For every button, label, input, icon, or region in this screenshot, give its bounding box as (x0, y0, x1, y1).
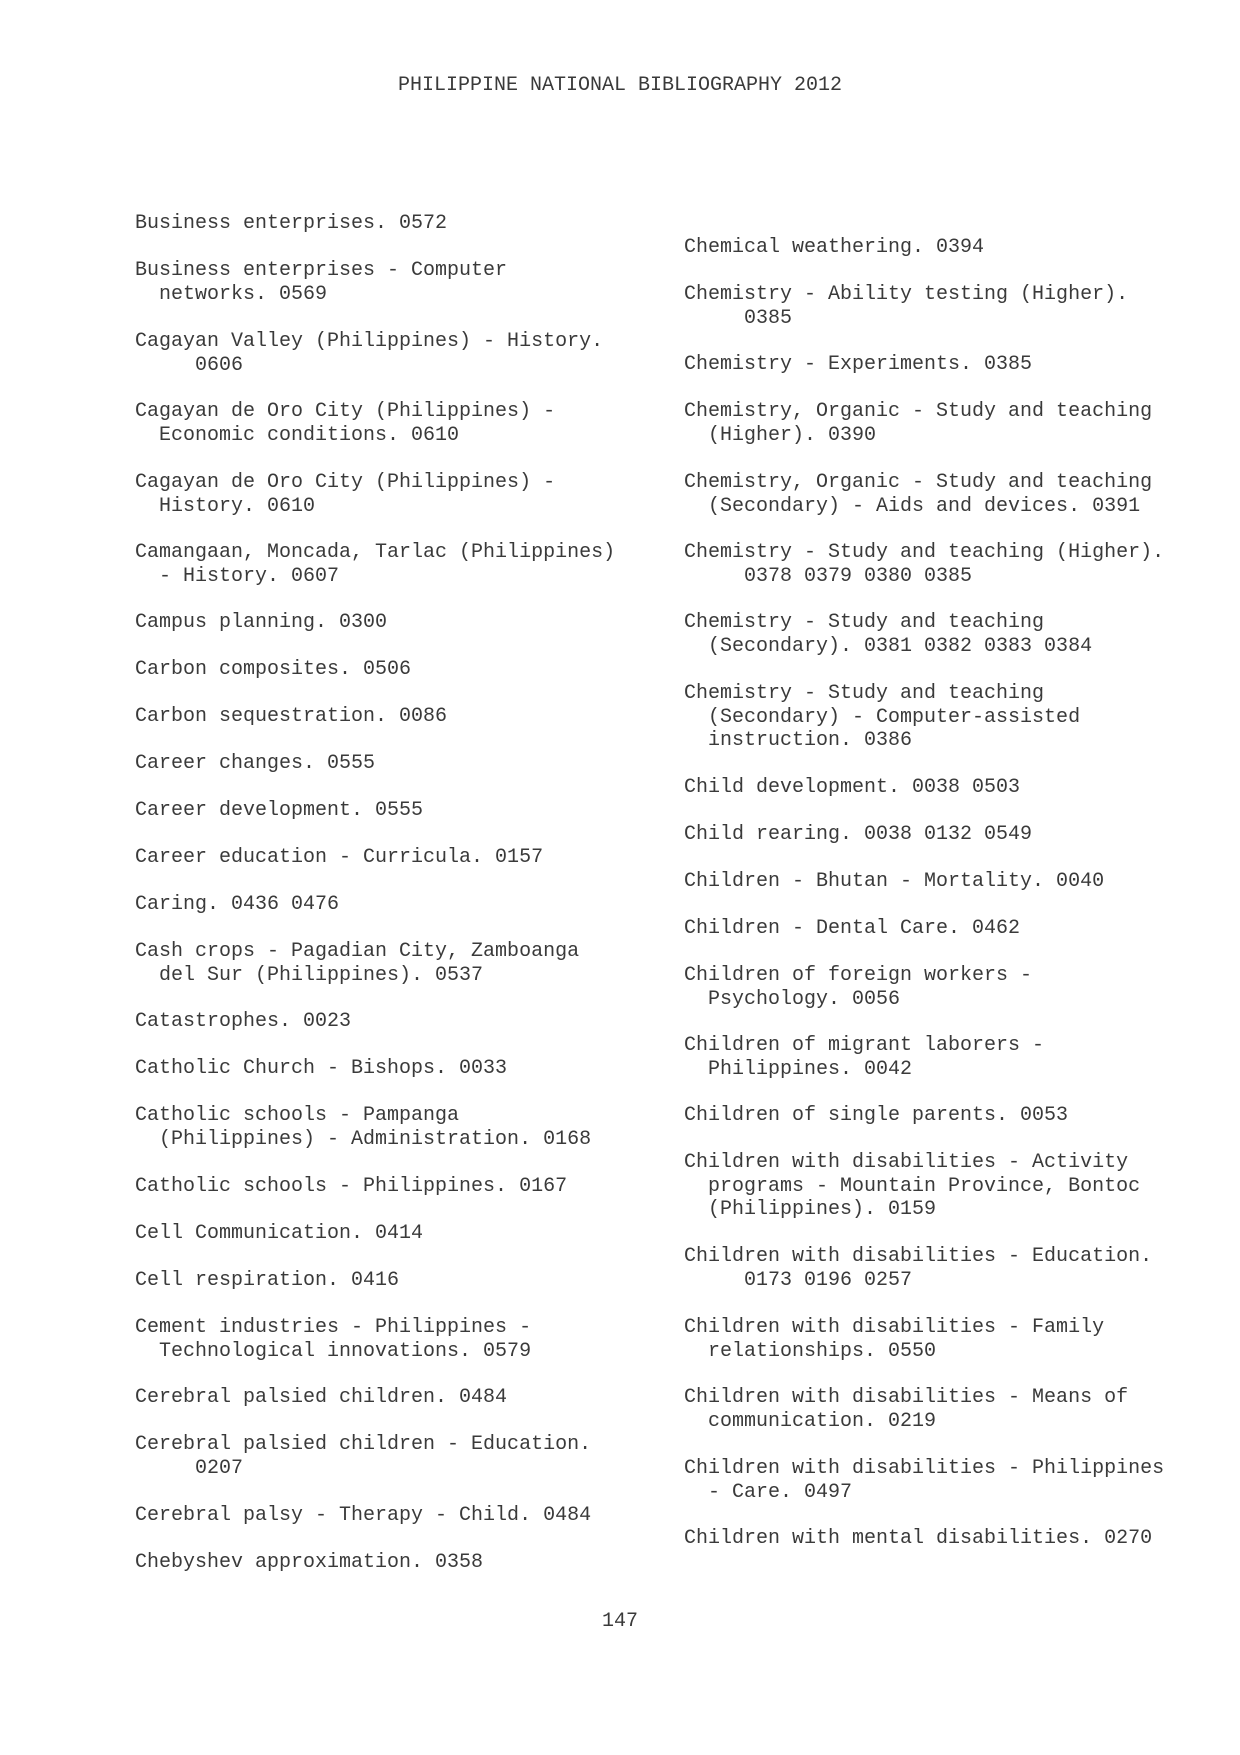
index-entry: Carbon sequestration. 0086 (135, 705, 448, 728)
index-entry: Chemistry - Study and teaching (Secondary) - Computer-assisted instruction. 0386 (684, 682, 1081, 752)
index-entry: Catholic Church - Bishops. 0033 (135, 1057, 508, 1080)
index-entry: Catholic schools - Philippines. 0167 (135, 1175, 568, 1198)
index-entry: Children with disabilities - Philippines - Care. 0497 (684, 1457, 1165, 1504)
index-entry: Cerebral palsy - Therapy - Child. 0484 (135, 1504, 592, 1527)
index-entry: Cagayan de Oro City (Philippines) - Economic conditions. 0610 (135, 400, 556, 447)
index-entry: Chemistry - Ability testing (Higher). 0385 (684, 283, 1129, 330)
index-entry: Business enterprises - Computer networks. 0569 (135, 259, 508, 306)
index-entry: Career development. 0555 (135, 799, 424, 822)
index-entry: Children - Dental Care. 0462 (684, 917, 1021, 940)
index-entry: Cell respiration. 0416 (135, 1269, 400, 1292)
index-entry: Children of migrant laborers - Philippines. 0042 (684, 1034, 1045, 1081)
index-entry: Chemistry - Study and teaching (Higher). 0378 0379 0380 0385 (684, 541, 1165, 588)
index-entry: Children with disabilities - Activity programs - Mountain Province, Bontoc (Philippines). 0159 (684, 1151, 1141, 1221)
index-entry: Caring. 0436 0476 (135, 893, 340, 916)
index-entry: Chemical weathering. 0394 (684, 236, 985, 259)
index-entry: Cash crops - Pagadian City, Zamboanga del Sur (Philippines). 0537 (135, 940, 580, 987)
index-entry: Business enterprises. 0572 (135, 212, 448, 235)
index-entry: Chebyshev approximation. 0358 (135, 1551, 484, 1574)
index-entry: Children with disabilities - Family relationships. 0550 (684, 1316, 1105, 1363)
index-entry: Cerebral palsied children - Education. 0207 (135, 1433, 592, 1480)
index-entry: Chemistry - Study and teaching (Secondary). 0381 0382 0383 0384 (684, 611, 1093, 658)
index-entry: Cagayan Valley (Philippines) - History. 0606 (135, 330, 604, 377)
index-entry: Camangaan, Moncada, Tarlac (Philippines) - History. 0607 (135, 541, 616, 588)
index-entry: Catholic schools - Pampanga (Philippines) - Administration. 0168 (135, 1104, 592, 1151)
index-entry: Cement industries - Philippines - Technological innovations. 0579 (135, 1316, 532, 1363)
index-entry: Campus planning. 0300 (135, 611, 388, 634)
index-entry: Cell Communication. 0414 (135, 1222, 424, 1245)
index-entry: Children with mental disabilities. 0270 (684, 1527, 1153, 1550)
index-entry: Career education - Curricula. 0157 (135, 846, 544, 869)
index-entry: Child development. 0038 0503 (684, 776, 1021, 799)
page-number: 147 (601, 1610, 638, 1633)
index-entry: Cagayan de Oro City (Philippines) - History. 0610 (135, 471, 556, 518)
index-entry: Child rearing. 0038 0132 0549 (684, 823, 1033, 846)
index-entry: Carbon composites. 0506 (135, 658, 412, 681)
index-entry: Chemistry - Experiments. 0385 (684, 353, 1033, 376)
index-entry: Cerebral palsied children. 0484 (135, 1386, 508, 1409)
index-entry: Children with disabilities - Education. 0173 0196 0257 (684, 1245, 1153, 1292)
index-entry: Children with disabilities - Means of communication. 0219 (684, 1386, 1129, 1433)
index-entry: Career changes. 0555 (135, 752, 376, 775)
index-entry: Catastrophes. 0023 (135, 1010, 352, 1033)
index-entry: Children - Bhutan - Mortality. 0040 (684, 870, 1105, 893)
index-entry: Children of single parents. 0053 (684, 1104, 1069, 1127)
index-entry: Children of foreign workers - Psychology. 0056 (684, 964, 1033, 1011)
page-header: PHILIPPINE NATIONAL BIBLIOGRAPHY 2012 (397, 74, 843, 97)
index-entry: Chemistry, Organic - Study and teaching (Higher). 0390 (684, 400, 1153, 447)
index-entry: Chemistry, Organic - Study and teaching (Secondary) - Aids and devices. 0391 (684, 471, 1153, 518)
